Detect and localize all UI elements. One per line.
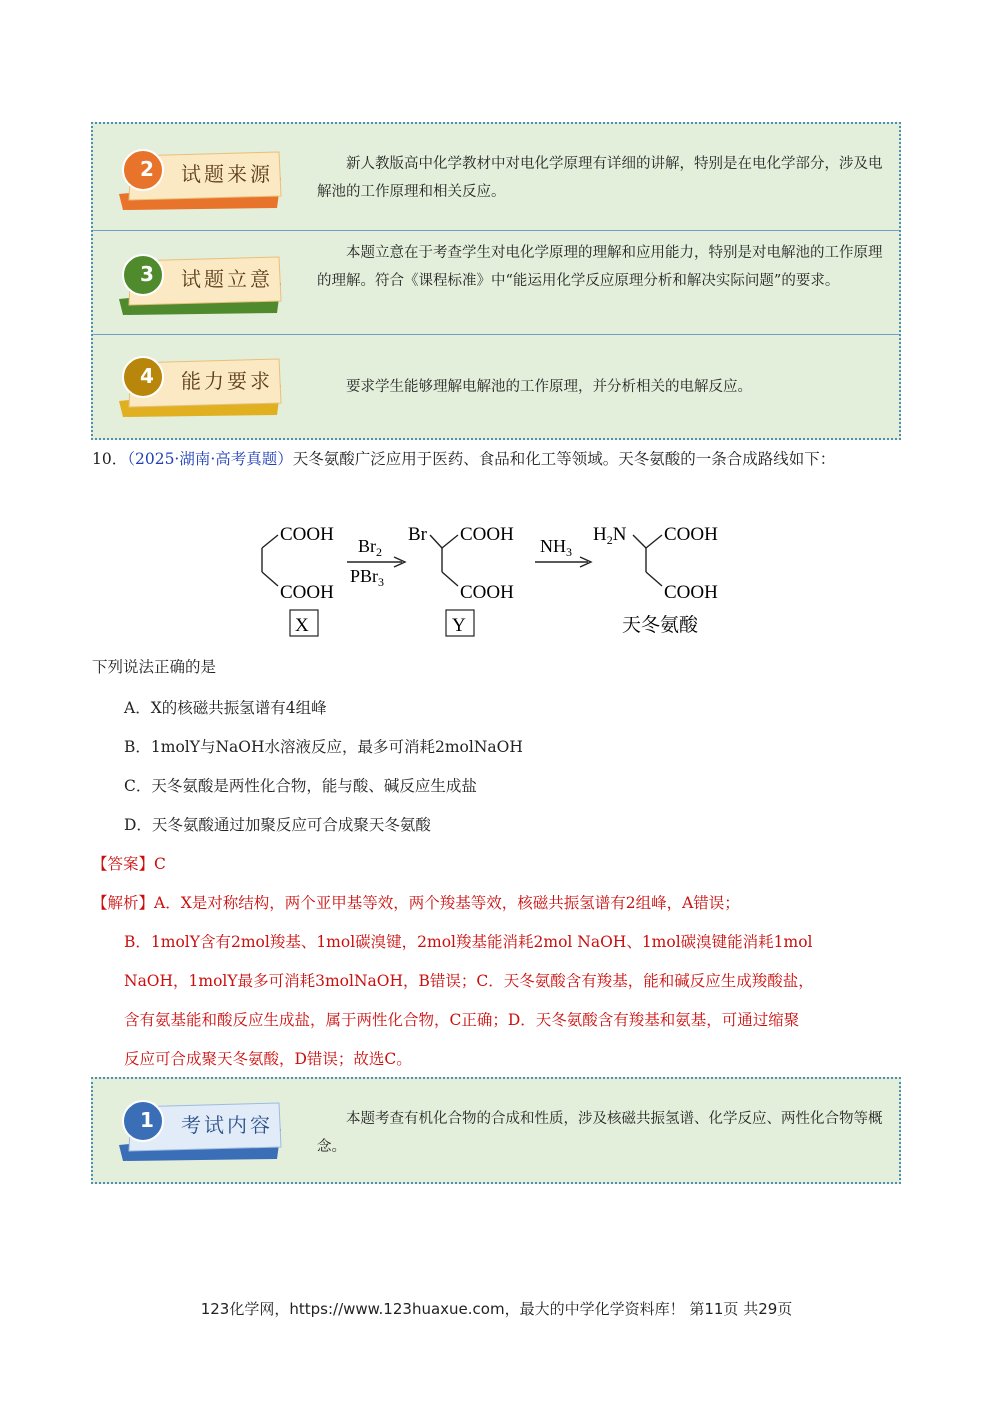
info-text: 要求学生能够理解电解池的工作原理，并分析相关的电解反应。 <box>346 379 752 395</box>
info-box-bottom <box>91 1077 901 1184</box>
answer-value: C <box>154 855 166 873</box>
product-cooh-bottom: COOH <box>664 582 718 603</box>
molecule-y <box>430 535 458 586</box>
product-name: 天冬氨酸 <box>622 614 699 636</box>
option-a: A．X的核磁共振氢谱有4组峰 <box>124 699 327 717</box>
info-text: 本题考查有机化合物的合成和性质，涉及核磁共振氢谱、化学反应、两性化合物等概念。 <box>317 1111 883 1155</box>
info-row-intent <box>93 230 899 334</box>
question-prompt: 下列说法正确的是 <box>92 658 217 676</box>
badge-title: 试题来源 <box>181 162 273 186</box>
question-number: 10． <box>92 450 128 468</box>
info-text: 本题立意在于考查学生对电化学原理的理解和应用能力，特别是对电解池的工作原理的理解。符合《课程标准》中“能运用化学反应原理分析和解决实际问题”的要求。 <box>317 245 883 289</box>
x-cooh-top: COOH <box>280 524 334 545</box>
option-c: C．天冬氨酸是两性化合物，能与酸、碱反应生成盐 <box>124 777 477 795</box>
answer-label: 【答案】 <box>92 855 155 873</box>
option-b: B．1molY与NaOH水溶液反应，最多可消耗2molNaOH <box>124 738 523 756</box>
y-br: Br <box>408 524 427 545</box>
analysis-line-4: 含有氨基能和酸反应生成盐，属于两性化合物，C正确；D．天冬氨酸含有羧基和氨基，可通过缩聚 <box>124 1011 800 1029</box>
badge-number: 4 <box>140 364 154 388</box>
info-text: 新人教版高中化学教材中对电化学原理有详细的讲解，特别是在电化学部分，涉及电解池的工作原理和相关反应。 <box>317 156 883 200</box>
molecule-x <box>262 535 278 586</box>
product-cooh-top: COOH <box>664 524 718 545</box>
reagent-nh3: $NH_3$ <box>540 536 572 559</box>
analysis-line-2: B．1molY含有2mol羧基、1mol碳溴键，2mol羧基能消耗2mol NaOH、1mol碳溴键能消耗1mol <box>124 933 813 951</box>
info-box-top <box>91 122 901 440</box>
answer <box>92 852 166 874</box>
badge-title: 能力要求 <box>181 369 273 393</box>
option-d: D．天冬氨酸通过加聚反应可合成聚天冬氨酸 <box>124 816 431 834</box>
product-amine: $H_2N$ <box>593 524 627 547</box>
page-footer: 123化学网，https://www.123huaxue.com，最大的中学化学资料库！ 第11页 共29页 <box>200 1300 793 1318</box>
info-row-ability <box>93 334 899 438</box>
badge-number: 1 <box>140 1108 154 1132</box>
badge-number: 2 <box>140 157 154 181</box>
reagent-pbr3: PBr$_3$ <box>350 566 385 589</box>
question-text: 天冬氨酸广泛应用于医药、食品和化工等领域。天冬氨酸的一条合成路线如下： <box>292 450 836 468</box>
analysis-line-5: 反应可合成聚天冬氨酸，D错误；故选C。 <box>124 1050 412 1068</box>
y-cooh-bottom: COOH <box>460 582 514 603</box>
badge-title: 试题立意 <box>181 267 273 291</box>
y-cooh-top: COOH <box>460 524 514 545</box>
analysis-label: 【解析】 <box>92 894 155 912</box>
info-row-source <box>93 124 899 230</box>
info-row-content <box>93 1079 899 1182</box>
question-stem <box>92 440 892 479</box>
question-source: （2025·湖南·高考真题） <box>127 450 293 468</box>
label-x: X <box>295 615 309 636</box>
analysis-text: A．X是对称结构，两个亚甲基等效，两个羧基等效，核磁共振氢谱有2组峰，A错误； <box>154 894 740 912</box>
synthesis-scheme <box>250 510 750 645</box>
analysis-line-3: NaOH，1molY最多可消耗3molNaOH，B错误；C．天冬氨酸含有羧基，能和碱反应生成羧酸盐， <box>124 972 814 990</box>
analysis-line-1 <box>92 891 740 913</box>
x-cooh-bottom: COOH <box>280 582 334 603</box>
badge-title: 考试内容 <box>181 1113 273 1137</box>
badge-number: 3 <box>140 262 154 286</box>
molecule-aspartic-acid <box>633 535 662 586</box>
reagent-br2: $Br_2$ <box>358 536 382 559</box>
label-y: Y <box>452 615 466 636</box>
